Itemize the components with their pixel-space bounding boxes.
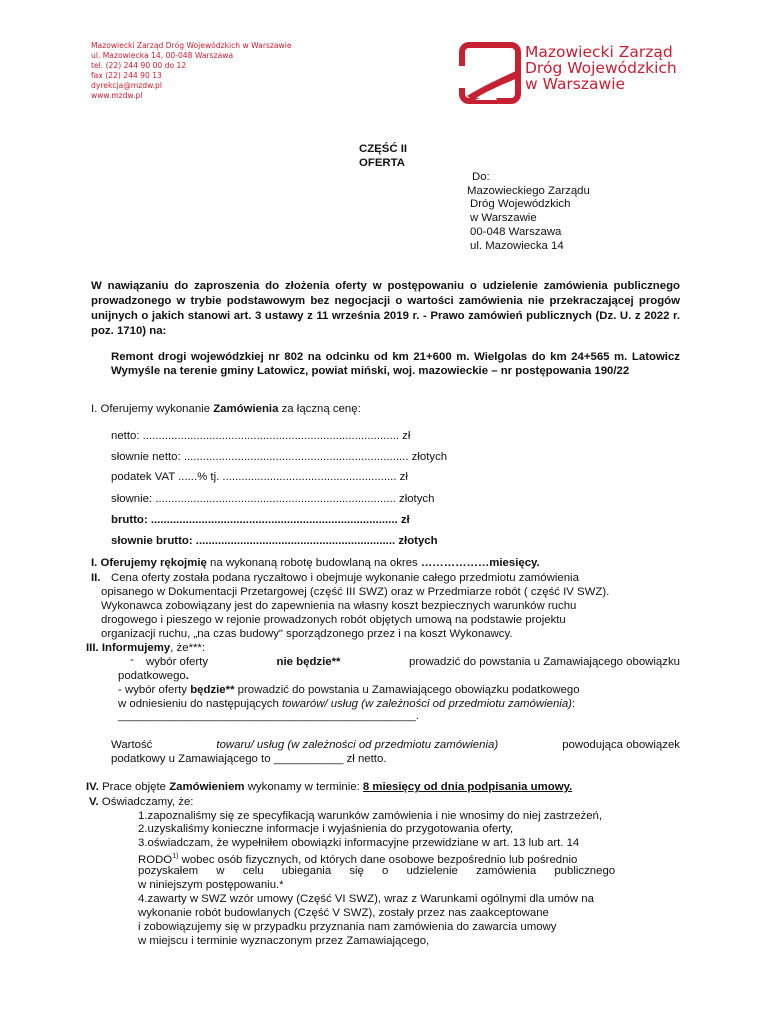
price-brutto-words-line[interactable]: słownie brutto: ............................................................... złotych — [111, 535, 438, 547]
header-address: ul. Mazowiecka 14, 00-048 Warszawa — [91, 51, 234, 60]
recipient-line: 00-048 Warszawa — [470, 226, 562, 238]
section-3-title: Informujemy — [101, 642, 171, 654]
section-1-pre: Oferujemy wykonanie — [100, 403, 211, 415]
option-2-f: : — [571, 698, 576, 710]
section-3-number: III. — [86, 642, 99, 654]
option-1-line[interactable] — [146, 655, 680, 669]
header-fax: fax (22) 244 90 13 — [91, 71, 162, 80]
warranty-bold: I. Oferujemy rękojmię — [91, 557, 207, 569]
price-brutto-line[interactable]: brutto: .............................................................................. zł — [111, 514, 410, 526]
option-1-a: wybór oferty — [146, 656, 209, 668]
offer-title: OFERTA — [359, 157, 405, 169]
section-1-number: I. — [91, 403, 98, 415]
price-vat-words-line[interactable]: słownie: ............................................................................ złotych — [111, 493, 435, 505]
section-2-line: drogowego i pieszego w rejonie prowadzonych robót objętych umową na podstawie projektu — [101, 614, 566, 626]
option-1-c: prowadzić do powstania u Zamawiającego obowiązku — [408, 656, 680, 668]
tax-value-c: powodująca obowiązek — [562, 739, 680, 751]
option-2-e: towarów/ usług (w zależności od przedmiotu zamówienia) — [282, 698, 572, 710]
section-2-line: organizacji ruchu, „na czas budowy" sporządzonego przez i na koszt Wykonawcy. — [101, 628, 513, 640]
statement-item — [138, 809, 602, 823]
section-3-heading — [86, 641, 205, 655]
tax-value-line — [111, 738, 680, 752]
option-1-dash: - — [130, 654, 134, 666]
statement-item: 2.uzyskaliśmy konieczne informacje i wyjaśnienia do przygotowania oferty, — [138, 823, 514, 835]
section-1-bold: Zamówienia — [213, 403, 279, 415]
section-4-term: 8 miesięcy od dnia podpisania umowy. — [362, 781, 573, 793]
part-title: CZĘŚĆ II — [359, 143, 408, 155]
mzdw-logo-icon — [457, 42, 521, 106]
header-phone: tel. (22) 244 90 00 do 12 — [91, 61, 187, 70]
rodo-text: wobec osób fizycznych, od których dane osobowe bezpośrednio lub pośrednio — [178, 853, 578, 866]
option-1-not-will: nie będzie** — [276, 656, 341, 668]
header-web: www.mzdw.pl — [91, 91, 143, 100]
option-2-a: wybór oferty — [124, 684, 188, 696]
option-1-cont: podatkowego. — [118, 670, 189, 682]
price-netto-line[interactable]: netto: ................................................................................. zł — [111, 430, 411, 442]
price-netto-words-line[interactable]: słownie netto: ....................................................................... złotych — [111, 451, 448, 463]
statement-item-cont: w niniejszym postępowaniu.* — [138, 879, 284, 891]
warranty-text: na wykonaną robotę budowlaną na okres — [206, 557, 418, 569]
section-1-post: za łączną cenę: — [281, 403, 361, 415]
statement-item-cont: i zobowiązujemy się w przypadku przyznania nam zamówienia do zawarcia umowy — [138, 921, 557, 933]
option-2-blank[interactable]: _______________________________________________. — [118, 710, 419, 722]
statement-item-cont: w miejscu i terminie wyznaczonym przez Zamawiającego, — [138, 935, 430, 947]
tax-value-a: Wartość — [111, 739, 153, 751]
statement-item-cont: wykonanie robót budowlanych (Część V SWZ), zostały przez nas zaakceptowane — [138, 907, 549, 919]
logo-line-2: Dróg Wojewódzkich — [525, 59, 677, 77]
option-2-line[interactable]: - wybór oferty będzie** prowadzić do powstania u Zamawiającego obowiązku podatkowego — [118, 684, 580, 696]
section-2-line: Wykonawca zobowiązany jest do zapewnienia na własny koszt bezpiecznych warunków ruchu — [101, 600, 577, 612]
rodo-label: RODO — [138, 853, 173, 866]
section-4-line — [86, 780, 572, 794]
warranty-line — [91, 556, 540, 570]
section-4-pre: Prace objęte — [102, 781, 167, 793]
recipient-line: Do: — [472, 171, 490, 183]
option-1-d: podatkowego — [118, 670, 186, 682]
statement-item: 4.zawarty w SWZ wzór umowy (Część VI SWZ), wraz z Warunkami ogólnymi dla umów na — [138, 893, 594, 905]
section-5-heading — [89, 795, 193, 809]
option-2-d: w odniesieniu do następujących — [118, 698, 279, 710]
section-5-number: V. — [89, 796, 99, 808]
tax-value-b: towaru/ usług (w zależności od przedmiotu zamówienia) — [216, 739, 499, 751]
rodo-footnote: 1) — [172, 853, 179, 860]
section-2-number: II. — [91, 572, 101, 584]
section-3-suffix: , że***: — [170, 642, 206, 654]
statement-item: 3.oświadczam, że wypełniłem obowiązki informacyjne przewidziane w art. 13 lub art. 14 — [138, 837, 580, 849]
tax-value-line-2[interactable]: podatkowy u Zamawiającego to ___________ zł netto. — [111, 753, 387, 765]
logo-line-1: Mazowiecki Zarząd — [525, 43, 673, 61]
statement-item-1: 1.zapoznaliśmy się ze specyfikacją warunków zamówienia i nie wnosimy do niej zastrzeżeń, — [138, 810, 603, 822]
procurement-subject: Remont drogi wojewódzkiej nr 802 na odcinku od km 21+600 m. Wielgolas do km 24+565 m. Latowicz Wymyśle na terenie gminy Latowicz, powiat miński, woj. mazowieckie – nr postępowania 190/22 — [111, 351, 680, 377]
section-4-mid: wykonamy w terminie: — [247, 781, 360, 793]
recipient-line: w Warszawie — [470, 212, 537, 224]
section-2-line: opisanego w Dokumentacji Przetargowej (część III SWZ) oraz w Przedmiarze robót ( część IV SWZ). — [101, 586, 610, 598]
section-2-line: Cena oferty została podana ryczałtowo i obejmuje wykonanie całego przedmiotu zamówienia — [111, 572, 579, 584]
warranty-months[interactable]: ………………miesięcy. — [420, 557, 540, 569]
recipient-line: ul. Mazowiecka 14 — [470, 240, 564, 252]
recipient-line: Dróg Wojewódzkich — [470, 198, 571, 210]
option-2-will: będzie** — [190, 684, 235, 696]
intro-paragraph: W nawiązaniu do zaproszenia do złożenia oferty w postępowaniu o udzielenie zamówienia publicznego prowadzonego w trybie podstawowym bez negocjacji o wartości zamówienia nie przekraczającej progów unijnych o jakich stanowi art. 3 ustawy z 11 września 2019 r. - Prawo zamówień publicznych (Dz. U. z 2022 r. poz. 1710) na: — [91, 280, 680, 337]
section-5-title: Oświadczamy, że: — [101, 796, 194, 808]
section-1-heading — [91, 402, 361, 416]
logo-line-3: w Warszawie — [525, 75, 626, 93]
option-2-c: prowadzić do powstania u Zamawiającego obowiązku podatkowego — [237, 684, 580, 696]
statement-item-cont: pozyskałem w celu ubiegania się o udzielenie zamówienia publicznego — [138, 865, 616, 877]
section-4-number: IV. — [86, 781, 99, 793]
header-email: dyrekcja@mzdw.pl — [91, 81, 162, 90]
recipient-line: Mazowieckiego Zarządu — [467, 185, 590, 197]
price-vat-line[interactable]: podatek VAT ......% tj. ....................................................... zł — [111, 471, 408, 483]
header-org-name: Mazowiecki Zarząd Dróg Wojewódzkich w Warszawie — [91, 41, 292, 50]
section-4-bold: Zamówieniem — [169, 781, 245, 793]
